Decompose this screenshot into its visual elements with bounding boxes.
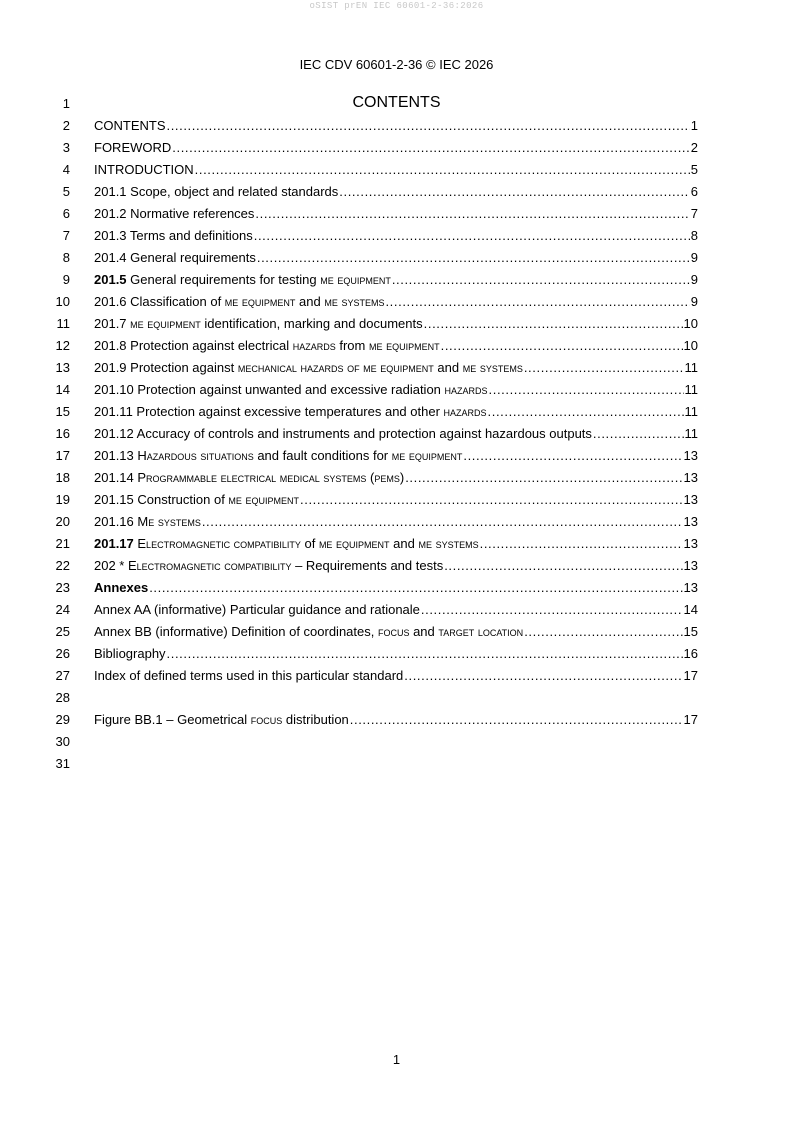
toc-entry-text: 201.13 xyxy=(94,448,138,463)
toc-entry-title xyxy=(94,294,384,309)
toc-entry-title xyxy=(94,514,201,529)
line-number: 18 xyxy=(55,470,70,485)
toc-entry-text: Index of defined terms used in this particular standard xyxy=(94,668,404,683)
toc-entry[interactable] xyxy=(94,206,698,224)
toc-entry-page: 9 xyxy=(690,272,698,287)
toc-entry-text: focus xyxy=(377,624,410,639)
toc-entry-text: mechanical hazards of me equipment xyxy=(237,360,434,375)
toc-entry-page: 5 xyxy=(690,162,698,177)
line-number: 25 xyxy=(55,624,70,639)
toc-entry[interactable] xyxy=(94,646,698,664)
line-number: 24 xyxy=(55,602,70,617)
toc-entry[interactable] xyxy=(94,668,698,686)
toc-entry[interactable] xyxy=(94,382,698,400)
line-number: 23 xyxy=(55,580,70,595)
document-header: IEC CDV 60601-2-36 © IEC 2026 xyxy=(299,57,494,72)
toc-entry-text: 201.12 Accuracy of controls and instruments and protection against hazardous outputs xyxy=(94,426,592,441)
toc-entry-text: 201.16 xyxy=(94,514,138,529)
toc-entry-title xyxy=(94,602,420,617)
line-number: 6 xyxy=(62,206,70,221)
toc-entry-text: 201.4 General requirements xyxy=(94,250,256,265)
line-number: 3 xyxy=(62,140,70,155)
toc-entry-title xyxy=(94,558,443,573)
toc-entry-title xyxy=(94,184,338,199)
toc-entry-page: 17 xyxy=(683,712,698,727)
toc-entry-page: 11 xyxy=(684,360,698,375)
toc-entry-text: 201.5 xyxy=(94,272,127,287)
dot-leader xyxy=(441,338,683,353)
toc-entry[interactable] xyxy=(94,492,698,510)
toc-entry-text: Figure BB.1 – Geometrical xyxy=(94,712,251,727)
toc-entry[interactable] xyxy=(94,162,698,180)
toc-entry-text: target location xyxy=(438,624,524,639)
line-number: 29 xyxy=(55,712,70,727)
toc-entry-page: 15 xyxy=(683,624,698,639)
line-number: 12 xyxy=(55,338,70,353)
toc-entry-page: 10 xyxy=(683,316,698,331)
dot-leader xyxy=(463,448,682,463)
toc-entry-text: and xyxy=(433,360,463,375)
line-number: 10 xyxy=(55,294,70,309)
toc-entry-page: 7 xyxy=(690,206,698,221)
toc-entry-page: 11 xyxy=(684,426,698,441)
toc-entry-text: 201.11 Protection against excessive temperatures and other xyxy=(94,404,444,419)
toc-entry[interactable] xyxy=(94,470,698,488)
line-number: 22 xyxy=(55,558,70,573)
toc-entry-text: identification, marking and documents xyxy=(200,316,423,331)
toc-entry[interactable] xyxy=(94,624,698,642)
toc-entry-title xyxy=(94,624,523,639)
dot-leader xyxy=(489,382,684,397)
line-number: 9 xyxy=(62,272,70,287)
toc-entry-text: Electromagnetic compatibility xyxy=(137,536,301,551)
line-number: 26 xyxy=(55,646,70,661)
line-number: 15 xyxy=(55,404,70,419)
toc-entry-page: 13 xyxy=(683,558,698,573)
toc-entry-page: 13 xyxy=(683,448,698,463)
toc-entry-text: hazards xyxy=(444,382,488,397)
toc-entry-text: me equipment xyxy=(224,294,296,309)
toc-entry-text: me systems xyxy=(324,294,385,309)
page-title: CONTENTS xyxy=(352,94,441,111)
toc-entry[interactable] xyxy=(94,602,698,620)
toc-entry-text: 201.2 Normative references xyxy=(94,206,255,221)
toc-entry-page: 14 xyxy=(683,602,698,617)
toc-entry-title xyxy=(94,470,404,485)
toc-entry-text: INTRODUCTION xyxy=(94,162,194,177)
toc-entry[interactable] xyxy=(94,118,698,136)
toc-entry-title xyxy=(94,140,171,155)
dot-leader xyxy=(444,558,682,573)
toc-entry-text: 201.10 Protection against unwanted and excessive radiation xyxy=(94,382,445,397)
toc-entry-text: CONTENTS xyxy=(94,118,166,133)
line-number: 2 xyxy=(62,118,70,133)
toc-entry-text: Me systems xyxy=(137,514,201,529)
page-number: 1 xyxy=(392,1052,401,1067)
toc-entry-text: 201.7 xyxy=(94,316,131,331)
toc-entry-text: FOREWORD xyxy=(94,140,172,155)
line-number: 17 xyxy=(55,448,70,463)
toc-entry-title xyxy=(94,712,349,727)
toc-entry[interactable] xyxy=(94,338,698,356)
dot-leader xyxy=(524,624,682,639)
toc-entry[interactable] xyxy=(94,272,698,290)
dot-leader xyxy=(385,294,689,309)
toc-entry-text: 201.9 Protection against xyxy=(94,360,238,375)
line-number: 4 xyxy=(62,162,70,177)
toc-entry-title xyxy=(94,206,254,221)
toc-entry[interactable] xyxy=(94,404,698,422)
toc-entry-text: from xyxy=(335,338,369,353)
toc-entry-page: 2 xyxy=(690,140,698,155)
toc-entry-text: Bibliography xyxy=(94,646,166,661)
dot-leader xyxy=(421,602,683,617)
toc-entry-text: and xyxy=(409,624,439,639)
toc-entry-text: me equipment xyxy=(391,448,463,463)
toc-entry-title xyxy=(94,118,166,133)
toc-entry-text: and xyxy=(389,536,419,551)
toc-entry-title xyxy=(94,492,299,507)
line-number: 20 xyxy=(55,514,70,529)
line-number: 1 xyxy=(62,96,70,111)
toc-entry-title xyxy=(94,338,440,353)
toc-entry[interactable] xyxy=(94,580,698,598)
dot-leader xyxy=(424,316,683,331)
toc-entry-title xyxy=(94,426,592,441)
dot-leader xyxy=(195,162,690,177)
dot-leader xyxy=(167,646,683,661)
dot-leader xyxy=(255,206,689,221)
line-number: 30 xyxy=(55,734,70,749)
toc-entry-title xyxy=(94,360,523,375)
toc-entry-text: 201.6 Classification of xyxy=(94,294,225,309)
dot-leader xyxy=(350,712,683,727)
toc-entry-text: me equipment xyxy=(318,536,390,551)
line-number: 27 xyxy=(55,668,70,683)
toc-entry-text: me systems xyxy=(418,536,479,551)
toc-entry[interactable] xyxy=(94,426,698,444)
dot-leader xyxy=(300,492,682,507)
toc-entry-title xyxy=(94,404,487,419)
toc-entry-page: 9 xyxy=(690,294,698,309)
toc-entry-page: 13 xyxy=(683,536,698,551)
line-number: 8 xyxy=(62,250,70,265)
line-number: 19 xyxy=(55,492,70,507)
toc-entry-text: 201.17 xyxy=(94,536,134,551)
toc-entry[interactable] xyxy=(94,250,698,268)
toc-entry-text: and xyxy=(295,294,325,309)
toc-entry-title xyxy=(94,228,253,243)
dot-leader xyxy=(405,470,682,485)
dot-leader xyxy=(339,184,689,199)
toc-entry[interactable] xyxy=(94,536,698,554)
toc-entry-text: me equipment xyxy=(228,492,300,507)
toc-entry[interactable] xyxy=(94,448,698,466)
dot-leader xyxy=(202,514,683,529)
toc-entry-text: Programmable electrical medical systems (pems) xyxy=(137,470,405,485)
toc-entry-page: 6 xyxy=(690,184,698,199)
toc-entry-text: of xyxy=(300,536,319,551)
toc-entry-title xyxy=(94,162,194,177)
toc-entry-page: 16 xyxy=(683,646,698,661)
toc-entry-text: and fault conditions for xyxy=(253,448,392,463)
toc-entry-page: 10 xyxy=(683,338,698,353)
toc-entry[interactable] xyxy=(94,316,698,334)
dot-leader xyxy=(524,360,684,375)
toc-entry-title xyxy=(94,448,462,463)
dot-leader xyxy=(254,228,690,243)
toc-entry-page: 13 xyxy=(683,492,698,507)
toc-entry-title xyxy=(94,668,403,683)
dot-leader xyxy=(149,580,682,595)
toc-entry-title xyxy=(94,536,479,551)
toc-entry-text: Hazardous situations xyxy=(137,448,254,463)
toc-entry-page: 13 xyxy=(683,580,698,595)
toc-entry-text: me equipment xyxy=(320,272,391,287)
dot-leader xyxy=(480,536,683,551)
toc-entry-text: 201.8 Protection against electrical xyxy=(94,338,293,353)
line-number: 21 xyxy=(55,536,70,551)
dot-leader xyxy=(257,250,690,265)
toc-entry-text: General requirements for testing xyxy=(126,272,321,287)
toc-entry-title xyxy=(94,316,423,331)
toc-entry-page: 11 xyxy=(684,382,698,397)
toc-entry-text: 201.3 Terms and definitions xyxy=(94,228,253,243)
toc-entry-text: Annex AA (informative) Particular guidance and rationale xyxy=(94,602,420,617)
toc-entry-text: hazards xyxy=(443,404,487,419)
toc-entry[interactable] xyxy=(94,360,698,378)
toc-entry-text: – Requirements and tests xyxy=(291,558,444,573)
dot-leader xyxy=(167,118,690,133)
line-number: 7 xyxy=(62,228,70,243)
toc-entry-text: distribution xyxy=(282,712,349,727)
toc-entry-title xyxy=(94,580,148,595)
toc-entry-title xyxy=(94,250,256,265)
toc-entry-title xyxy=(94,382,488,397)
toc-entry[interactable] xyxy=(94,712,698,730)
toc-entry-text: Annexes xyxy=(94,580,149,595)
dot-leader xyxy=(172,140,689,155)
toc-entry-page: 1 xyxy=(690,118,698,133)
toc-entry-page: 9 xyxy=(690,250,698,265)
line-number: 16 xyxy=(55,426,70,441)
dot-leader xyxy=(392,272,690,287)
toc-entry[interactable] xyxy=(94,514,698,532)
dot-leader xyxy=(404,668,682,683)
toc-entry[interactable] xyxy=(94,294,698,312)
line-number: 11 xyxy=(56,316,70,331)
toc-entry-text: hazards xyxy=(292,338,336,353)
toc-entry-text: 201.15 Construction of xyxy=(94,492,229,507)
toc-entry-page: 13 xyxy=(683,514,698,529)
toc-entry-page: 17 xyxy=(683,668,698,683)
toc-entry[interactable] xyxy=(94,228,698,246)
toc-entry-text: 201.14 xyxy=(94,470,138,485)
dot-leader xyxy=(593,426,684,441)
toc-entry-text: 201.1 Scope, object and related standards xyxy=(94,184,339,199)
toc-entry-text: Electromagnetic compatibility xyxy=(127,558,292,573)
toc-entry-text: 202 * xyxy=(94,558,128,573)
line-number: 14 xyxy=(55,382,70,397)
toc-entry-page: 11 xyxy=(684,404,698,419)
line-number: 28 xyxy=(55,690,70,705)
toc-entry-text: me equipment xyxy=(130,316,201,331)
toc-entry-text: me equipment xyxy=(368,338,440,353)
toc-entry-title xyxy=(94,646,166,661)
toc-entry[interactable] xyxy=(94,184,698,202)
toc-entry-text: me systems xyxy=(462,360,523,375)
dot-leader xyxy=(488,404,684,419)
toc-entry[interactable] xyxy=(94,558,698,576)
line-number: 31 xyxy=(55,756,70,771)
line-number: 13 xyxy=(55,360,70,375)
toc-entry-page: 13 xyxy=(683,470,698,485)
toc-entry[interactable] xyxy=(94,140,698,158)
toc-entry-page: 8 xyxy=(690,228,698,243)
watermark: oSIST prEN IEC 60601-2-36:2026 xyxy=(309,1,484,11)
toc-entry-text: focus xyxy=(250,712,283,727)
toc-entry-text: Annex BB (informative) Definition of coordinates, xyxy=(94,624,378,639)
line-number: 5 xyxy=(62,184,70,199)
toc-entry-title xyxy=(94,272,391,287)
